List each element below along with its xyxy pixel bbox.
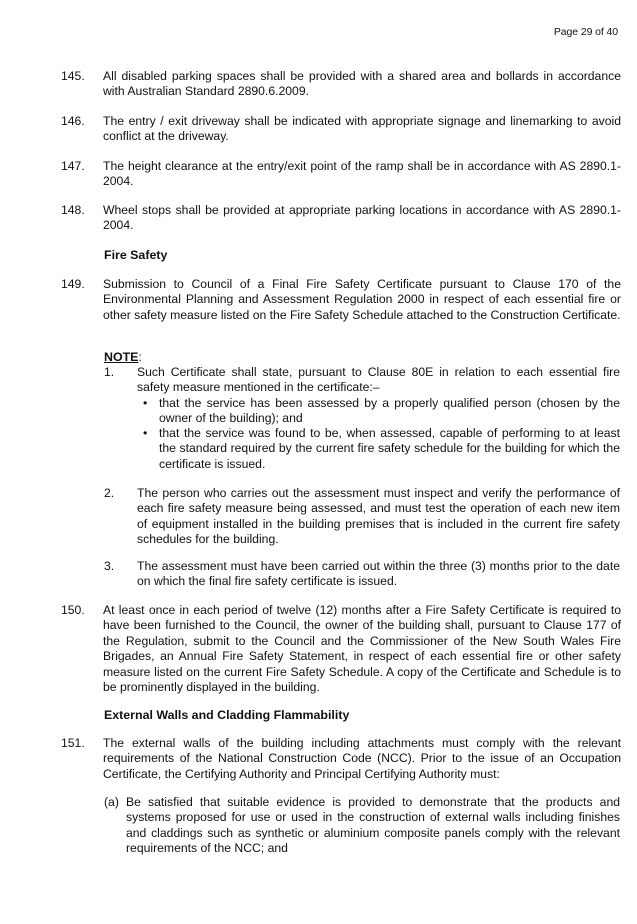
condition-number: 147.	[61, 159, 85, 173]
condition-text: The external walls of the building including attachments must comply with the relevant requirements of the National Construction Code (NCC). Prior to the issue of an Occupation Certificate, the Certifying Authority and Principal Certifying Authority must:	[103, 736, 621, 781]
bullet-icon: •	[143, 396, 148, 410]
condition-147	[61, 159, 621, 190]
note-item-number: 2.	[104, 486, 115, 500]
note-item-3	[104, 559, 620, 590]
note-item-text: Such Certificate shall state, pursuant to Clause 80E in relation to each essential fire safety measure mentioned in the certificate:–	[137, 365, 620, 395]
note-item-2	[104, 486, 620, 548]
condition-148	[61, 203, 621, 234]
note-label	[104, 350, 142, 364]
condition-145	[61, 69, 621, 100]
note-bullet-1	[137, 396, 620, 427]
note-item-1	[104, 365, 620, 396]
condition-text: The entry / exit driveway shall be indicated with appropriate signage and linemarking to avoid conflict at the driveway.	[103, 114, 621, 144]
condition-text: Submission to Council of a Final Fire Safety Certificate pursuant to Clause 170 of the Environmental Planning and Assessment Regulation 2000 in respect of each essential fire or other safety measure listed on the Fire Safety Schedule attached to the Construction Certificate.	[103, 277, 621, 322]
note-colon: :	[138, 350, 142, 364]
condition-149	[61, 277, 621, 323]
condition-146	[61, 114, 621, 145]
condition-text: All disabled parking spaces shall be provided with a shared area and bollards in accordance with Australian Standard 2890.6.2009.	[103, 69, 621, 99]
condition-150	[61, 603, 621, 695]
note-bullet-2	[137, 426, 620, 472]
condition-text: The height clearance at the entry/exit point of the ramp shall be in accordance with AS 2890.1-2004.	[103, 159, 621, 189]
condition-number: 145.	[61, 69, 85, 83]
section-heading-fire-safety: Fire Safety	[104, 248, 168, 262]
condition-151	[61, 736, 621, 782]
condition-number: 146.	[61, 114, 85, 128]
bullet-icon: •	[143, 426, 148, 440]
condition-number: 151.	[61, 736, 85, 750]
condition-151-sub-a	[104, 795, 620, 857]
note-item-number: 1.	[104, 365, 115, 379]
condition-number: 150.	[61, 603, 85, 617]
sub-item-text: Be satisfied that suitable evidence is provided to demonstrate that the products and systems proposed for use or used in the construction of external walls including finishes and claddings such as synthetic or aluminium composite panels comply with the relevant requirements of the NCC; and	[126, 795, 620, 856]
condition-text: Wheel stops shall be provided at appropriate parking locations in accordance with AS 2890.1-2004.	[103, 203, 621, 233]
bullet-text: that the service was found to be, when assessed, capable of performing to at least the standard required by the current fire safety schedule for the building for which the certificate is issued.	[159, 426, 620, 471]
note-item-number: 3.	[104, 559, 115, 573]
page-number: Page 29 of 40	[553, 26, 618, 38]
note-item-text: The person who carries out the assessment must inspect and verify the performance of each fire safety measure being assessed, and must test the operation of each new item of equipment installed in the building premises that is included in the current fire safety schedules for the building.	[137, 486, 620, 547]
condition-number: 148.	[61, 203, 85, 217]
condition-number: 149.	[61, 277, 85, 291]
bullet-text: that the service has been assessed by a properly qualified person (chosen by the owner of the building); and	[159, 396, 620, 426]
note-item-text: The assessment must have been carried out within the three (3) months prior to the date on which the final fire safety certificate is issued.	[137, 559, 620, 589]
note-label-text: NOTE	[104, 350, 139, 364]
sub-item-label: (a)	[104, 795, 119, 809]
condition-text: At least once in each period of twelve (12) months after a Fire Safety Certificate is required to have been furnished to the Council, the owner of the building shall, pursuant to Clause 177 of the Regulation, submit to the Council and the Commissioner of the New South Wales Fire Brigades, an Annual Fire Safety Statement, in respect of each essential fire or other safety measure listed on the current Fire Safety Schedule. A copy of the Certificate and Schedule is to be prominently displayed in the building.	[103, 603, 621, 695]
section-heading-external-walls: External Walls and Cladding Flammability	[104, 708, 350, 722]
